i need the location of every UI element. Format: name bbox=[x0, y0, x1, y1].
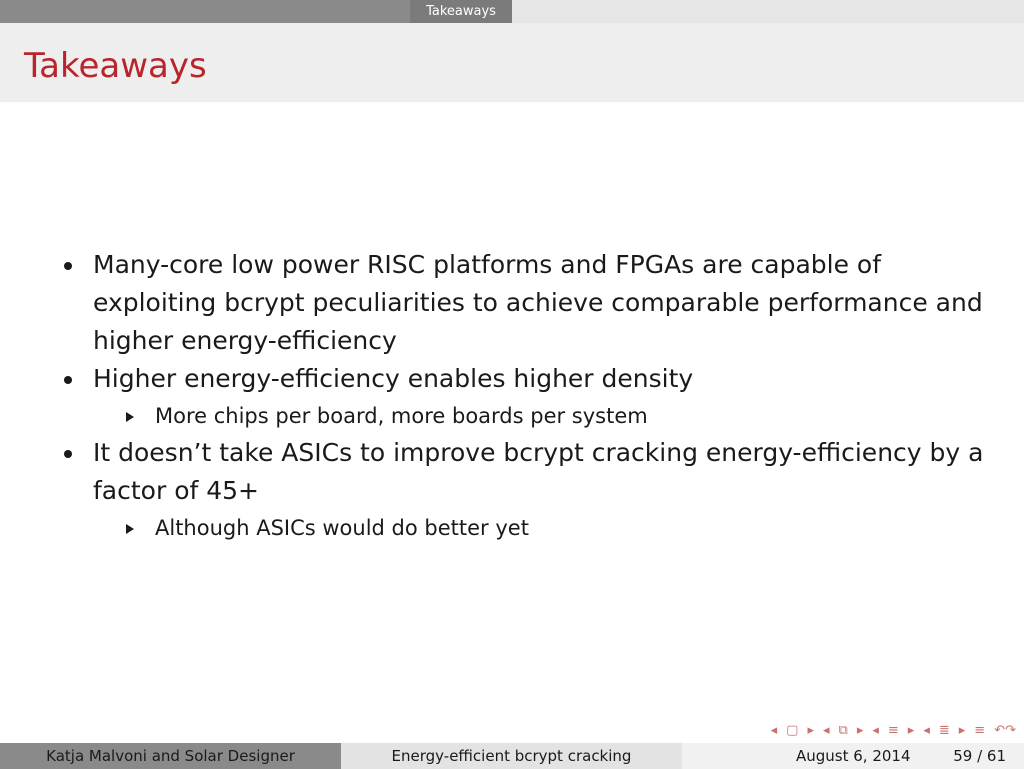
sub-list-item bbox=[58, 510, 998, 546]
sub-list-item bbox=[58, 398, 998, 434]
footer-page-number: 59 / 61 bbox=[953, 747, 1006, 765]
list-item bbox=[58, 246, 998, 360]
list-item bbox=[58, 360, 998, 398]
footer-date-page bbox=[682, 743, 1024, 769]
frame-title-block bbox=[0, 23, 1024, 102]
sub-list-item-text: Although ASICs would do better yet bbox=[155, 516, 529, 540]
nav-section-prev-icon[interactable]: ◂ bbox=[923, 722, 930, 738]
bullet-icon bbox=[64, 450, 72, 458]
list-item-text: It doesn’t take ASICs to improve bcrypt cracking energy-efficiency by a factor of 45+ bbox=[93, 438, 984, 505]
nav-section-next-icon[interactable]: ▸ bbox=[958, 722, 966, 738]
nav-section-icon[interactable]: ≣ bbox=[938, 722, 950, 738]
nav-frame-next-icon[interactable]: ▸ bbox=[856, 722, 864, 738]
section-nav-takeaways[interactable]: Takeaways bbox=[410, 0, 512, 23]
triangle-bullet-icon bbox=[126, 412, 134, 422]
nav-subsection-prev-icon[interactable]: ◂ bbox=[872, 722, 879, 738]
list-item-text: Many-core low power RISC platforms and FPGAs are capable of exploiting bcrypt peculiarities to achieve comparable performance and higher energy-efficiency bbox=[93, 250, 983, 355]
nav-slide-icon[interactable]: ▢ bbox=[786, 722, 799, 738]
nav-slide-next-icon[interactable]: ▸ bbox=[807, 722, 814, 738]
nav-bar-right-block bbox=[512, 0, 1024, 23]
top-navigation-bar bbox=[0, 0, 1024, 23]
slide-content bbox=[58, 246, 998, 546]
nav-subsection-next-icon[interactable]: ▸ bbox=[907, 722, 915, 738]
footer-date: August 6, 2014 bbox=[796, 747, 911, 765]
nav-subsection-icon[interactable]: ≡ bbox=[887, 722, 899, 738]
triangle-bullet-icon bbox=[126, 524, 134, 534]
footer bbox=[0, 743, 1024, 769]
nav-align-icon[interactable]: ≡ bbox=[974, 722, 986, 738]
nav-frame-icon[interactable]: ⧉ bbox=[838, 722, 848, 738]
nav-back-search-icon[interactable]: ↶↷ bbox=[994, 722, 1016, 738]
beamer-navigation-symbols bbox=[771, 720, 1016, 740]
nav-frame-prev-icon[interactable]: ◂ bbox=[823, 722, 830, 738]
list-item bbox=[58, 434, 998, 510]
nav-slide-prev-icon[interactable]: ◂ bbox=[770, 722, 778, 738]
footer-author: Katja Malvoni and Solar Designer bbox=[0, 743, 341, 769]
footer-title: Energy-efficient bcrypt cracking bbox=[341, 743, 682, 769]
bullet-icon bbox=[64, 376, 72, 384]
sub-list-item-text: More chips per board, more boards per system bbox=[155, 404, 648, 428]
bullet-icon bbox=[64, 262, 72, 270]
page-title: Takeaways bbox=[24, 46, 207, 86]
list-item-text: Higher energy-efficiency enables higher density bbox=[93, 364, 694, 393]
